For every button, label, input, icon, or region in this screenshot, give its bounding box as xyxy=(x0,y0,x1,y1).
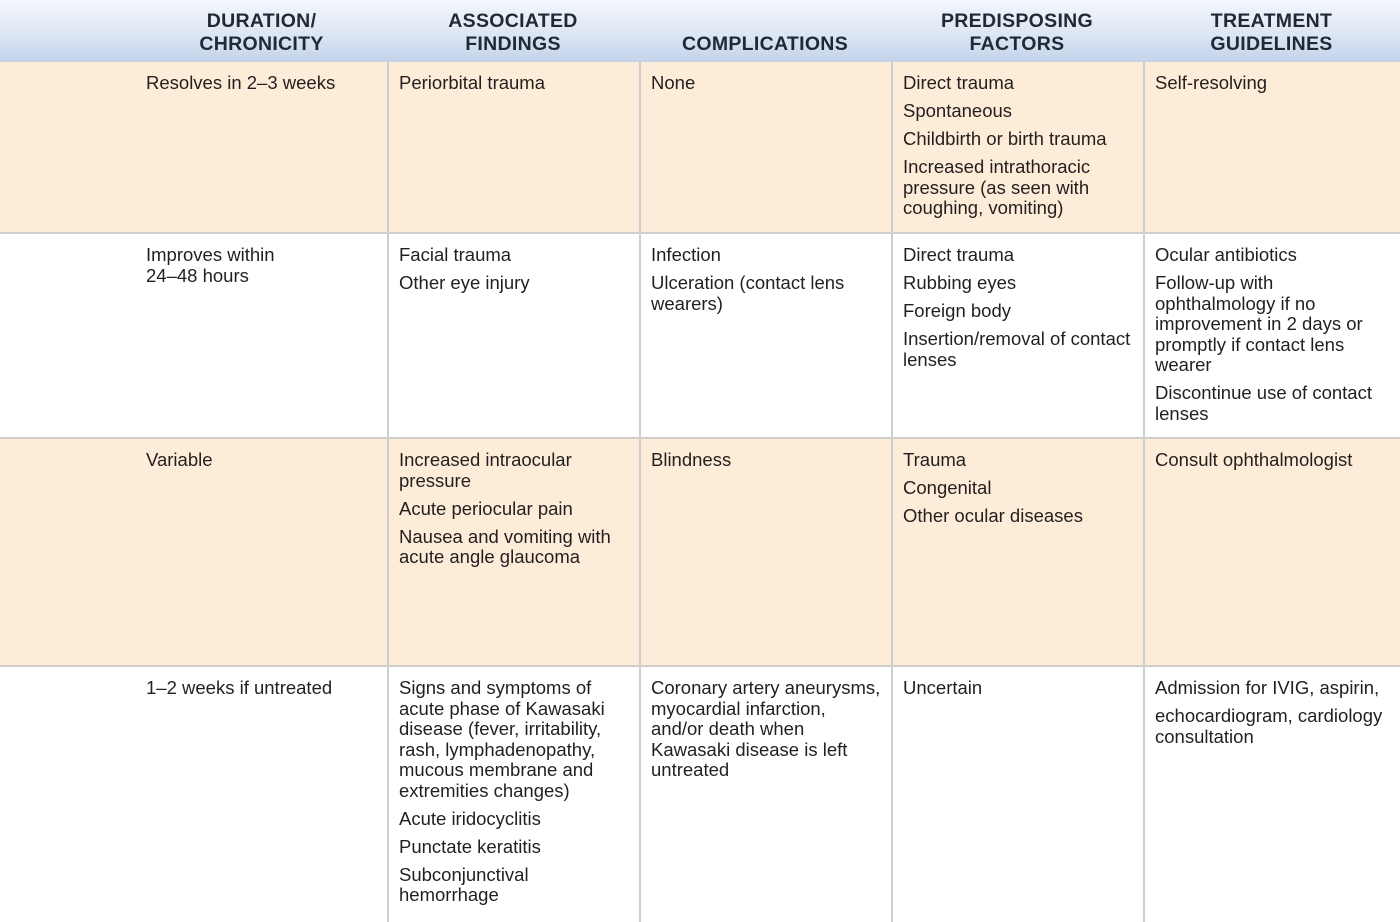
cell-item: Foreign body xyxy=(903,300,1011,321)
table-header xyxy=(0,0,1400,62)
cell-item: Congenital xyxy=(903,477,992,498)
cell-item: Insertion/removal of contact lenses xyxy=(903,328,1131,370)
cell-item: Facial trauma xyxy=(399,244,512,265)
cell-complications xyxy=(639,234,891,437)
cell-associated xyxy=(387,234,639,437)
cell-item: Trauma xyxy=(903,449,967,470)
cell-item: Consult ophthalmologist xyxy=(1155,449,1353,470)
cell-item: Direct trauma xyxy=(903,244,1015,265)
cell-item: Follow-up with ophthalmology if no improvement in 2 days or promptly if contact lens wearer xyxy=(1155,272,1363,375)
cell-item: Acute iridocyclitis xyxy=(399,807,541,829)
cell-item: Ocular antibiotics xyxy=(1155,244,1297,265)
cell-item: Self-resolving xyxy=(1155,72,1268,93)
header-complications-line-1: COMPLICATIONS xyxy=(681,33,849,55)
cell-item: Subconjunctival hemorrhage xyxy=(399,863,529,905)
cell-item: Other ocular diseases xyxy=(903,505,1083,526)
header-predisposing-line-2: FACTORS xyxy=(969,33,1065,55)
cell-item: Childbirth or birth trauma xyxy=(903,128,1107,149)
cell-item: Increased intraocular pressure xyxy=(399,449,572,491)
cell-item: 1–2 weeks if untreated xyxy=(146,677,333,698)
table-row xyxy=(0,234,1400,439)
cell-item: Variable xyxy=(146,449,213,470)
table-row xyxy=(0,62,1400,234)
cell-item: Increased intrathoracic pressure (as seen with coughing, vomiting) xyxy=(903,156,1091,218)
table-row xyxy=(0,439,1400,667)
header-treatment xyxy=(1143,0,1400,62)
header-duration-line-1: DURATION/ xyxy=(206,10,317,32)
cell-item: Rubbing eyes xyxy=(903,272,1017,293)
cell-item: Admission for IVIG, aspirin, xyxy=(1155,677,1380,698)
header-associated xyxy=(387,0,639,62)
cell-predisposing xyxy=(891,667,1143,922)
cell-complications xyxy=(639,667,891,922)
cell-treatment xyxy=(1143,667,1400,922)
cell-item: Periorbital trauma xyxy=(399,72,546,93)
cell-item: Nausea and vomiting with acute angle glaucoma xyxy=(399,525,611,567)
cell-item: None xyxy=(651,72,696,93)
cell-duration xyxy=(136,62,387,232)
cell-treatment xyxy=(1143,439,1400,665)
cell-duration xyxy=(136,439,387,665)
cell-item: Resolves in 2–3 weeks xyxy=(146,72,336,93)
cell-item: Punctate keratitis xyxy=(399,835,541,857)
cell-treatment xyxy=(1143,62,1400,232)
header-complications xyxy=(639,0,891,62)
cell-item: Signs and symptoms of acute phase of Kawasaki disease (fever, irritability, rash, lymphadenopathy, mucous membrane and extremities changes) xyxy=(399,677,605,801)
header-predisposing xyxy=(891,0,1143,62)
cell-item: Spontaneous xyxy=(903,100,1013,121)
cell-predisposing xyxy=(891,234,1143,437)
header-predisposing-line-1: PREDISPOSING xyxy=(940,10,1094,32)
header-duration xyxy=(136,0,387,62)
header-duration-line-2: CHRONICITY xyxy=(199,33,324,55)
cell-item: Improves within 24–48 hours xyxy=(146,244,275,286)
cell-item: Other eye injury xyxy=(399,272,530,293)
cell-associated xyxy=(387,667,639,922)
cell-item: Acute periocular pain xyxy=(399,497,573,519)
cell-complications xyxy=(639,439,891,665)
cell-associated xyxy=(387,62,639,232)
header-associated-line-2: FINDINGS xyxy=(465,33,561,55)
cell-predisposing xyxy=(891,62,1143,232)
table-row xyxy=(0,667,1400,922)
cell-treatment xyxy=(1143,234,1400,437)
header-treatment-line-2: GUIDELINES xyxy=(1210,33,1333,55)
cell-item: Direct trauma xyxy=(903,72,1015,93)
cell-associated xyxy=(387,439,639,665)
cell-item: Infection xyxy=(651,244,721,265)
cell-item: Uncertain xyxy=(903,677,983,698)
cell-item: echocardiogram, cardiology consultation xyxy=(1155,705,1383,747)
cell-item: Ulceration (contact lens wearers) xyxy=(651,272,845,314)
cell-item: Discontinue use of contact lenses xyxy=(1155,382,1372,424)
cell-duration xyxy=(136,667,387,922)
cell-duration xyxy=(136,234,387,437)
header-treatment-line-1: TREATMENT xyxy=(1210,10,1333,32)
header-associated-line-1: ASSOCIATED xyxy=(448,10,578,32)
cell-predisposing xyxy=(891,439,1143,665)
cell-complications xyxy=(639,62,891,232)
cell-item: Blindness xyxy=(651,449,732,470)
cell-item: Coronary artery aneurysms, myocardial infarction, and/or death when Kawasaki disease is left untreated xyxy=(651,677,881,780)
